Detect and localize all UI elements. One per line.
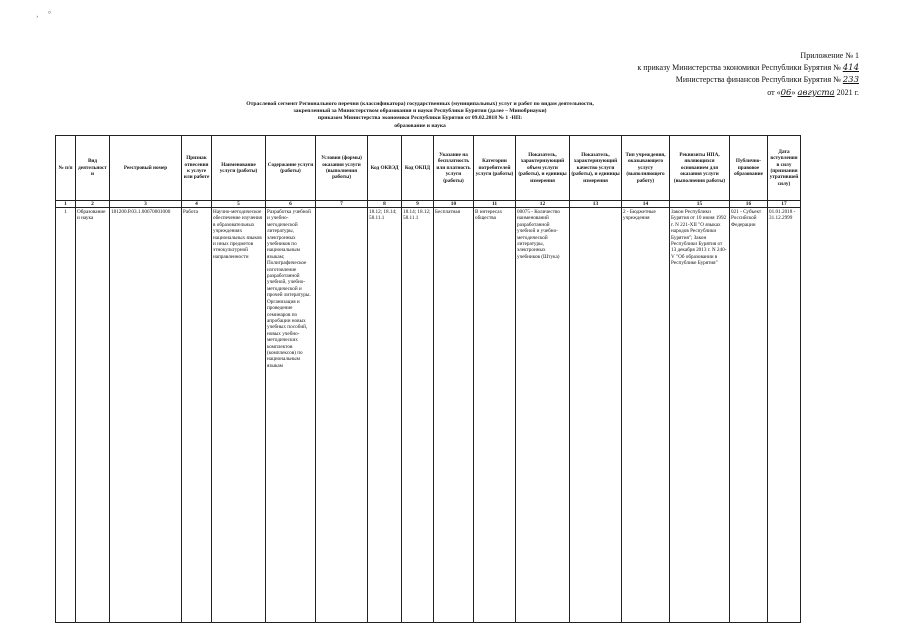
column-number: 17	[768, 201, 801, 208]
column-number: 5	[212, 201, 266, 208]
title-line-3: приказом Министерства экономики Республики Бурятия от 09.02.2018 № 1 -НП:	[317, 115, 523, 122]
header-cell: Признак отнесения к услуге или работе	[182, 136, 212, 201]
header-cell: Тип учреждения, оказывающего услугу (выполняющего работу)	[622, 136, 670, 201]
date-day-handwritten: 06	[780, 87, 792, 98]
header-cell: Категории потребителей услуги (работы)	[474, 136, 516, 201]
column-number: 12	[516, 201, 570, 208]
table-cell: Научно-методическое обеспечение изучения в образовательных учреждениях национальных языков и иных предметов этнокультурной направленности	[212, 208, 266, 623]
table-cell: 021 - Субъект Российской Федерации	[730, 208, 768, 623]
header-cell: Реестровый номер	[110, 136, 182, 201]
finance-number-handwritten: 233	[842, 75, 859, 85]
table-cell: Образование и наука	[76, 208, 110, 623]
header-cell: Реквизиты НПА, являющихся основанием для оказания услуги (выполнения работы)	[670, 136, 730, 201]
title-line-2: закрепленный за Министерством образования и науки Республики Бурятия (далее – Минобрнауки)	[293, 108, 547, 115]
appendix-header	[599, 50, 859, 99]
column-number: 11	[474, 201, 516, 208]
header-cell: Условия (формы) оказания услуги (выполнения работы)	[316, 136, 368, 201]
header-cell: Показатель, характеризующий качество услуги (работы), и единицы измерения	[570, 136, 622, 201]
table-cell: Разработка учебной и учебно-методической литературы, электронных учебников по национальным языкам; Полиграфическое изготовление разработанной учебной, учебно-методической и прочей литературы. Организация и проведение семинаров по апробации новых учебных пособий, новых учебно-методических комплектов (комплексов) по национальным языкам	[266, 208, 316, 623]
column-number: 14	[622, 201, 670, 208]
header-cell: Показатель, характеризующий объем услуги (работы), и единицы измерения	[516, 136, 570, 201]
table-cell: Бесплатная	[434, 208, 474, 623]
column-number: 3	[110, 201, 182, 208]
table-cell: 01.01.2018 - 31.12.2999	[768, 208, 801, 623]
table-cell: 1	[56, 208, 76, 623]
table-cell: Работа	[182, 208, 212, 623]
header-cell: Дата вступления в силу (признания утратившей силу)	[768, 136, 801, 201]
table-header-row	[56, 136, 801, 201]
column-number: 1	[56, 201, 76, 208]
column-number: 2	[76, 201, 110, 208]
date-month-handwritten: августа	[797, 87, 835, 98]
table-cell: 181200.Р.03.1.00670001000	[110, 208, 182, 623]
header-cell: Код ОКПД	[402, 136, 434, 201]
header-cell: № п/п	[56, 136, 76, 201]
table-cell	[316, 208, 368, 623]
column-number: 4	[182, 201, 212, 208]
column-number: 8	[368, 201, 402, 208]
table-cell	[570, 208, 622, 623]
scan-marks: ¸ °	[36, 10, 55, 18]
title-line-1: Отраслевой сегмент Регионального перечня (классификатора) государственных (муниципальных) услуг и работ по видам деятельности,	[246, 101, 594, 107]
column-number: 7	[316, 201, 368, 208]
table-cell: Закон Республики Бурятия от 10 июня 1992 г. N 221-XII "О языках народов Республики Бурятия"; Закон Республики Бурятия от 13 декабря 2013 г. N 240-V "Об образовании в Республике Бурятия"	[670, 208, 730, 623]
header-cell: Указание на бесплатность или платность услуги (работы)	[434, 136, 474, 201]
header-cell: Содержание услуги (работы)	[266, 136, 316, 201]
column-number: 9	[402, 201, 434, 208]
header-cell: Наименование услуги (работы)	[212, 136, 266, 201]
column-number-row	[56, 201, 801, 208]
appendix-order-line: к приказу Министерства экономики Республики Бурятия № 414	[637, 62, 859, 73]
appendix-title: Приложение № 1	[800, 51, 859, 60]
table-row	[56, 208, 801, 623]
order-number-handwritten: 414	[842, 62, 859, 73]
header-cell: Вид деятельности	[76, 136, 110, 201]
column-number: 15	[670, 201, 730, 208]
table-cell: 2 - Бюджетные учреждения	[622, 208, 670, 623]
table-cell: 18.14; 18.12; 58.11.1	[402, 208, 434, 623]
title-line-4: образование и наука	[394, 122, 446, 129]
table-cell: 18.12; 18.14; 58.11.1	[368, 208, 402, 623]
header-cell: Публично-правовое образование	[730, 136, 768, 201]
appendix-date-line: от «06» августа 2021 г.	[767, 87, 859, 98]
register-table	[55, 135, 801, 623]
column-number: 10	[434, 201, 474, 208]
table-cell: 00075 - Количество наименований разработанной учебной и учебно-методической литературы, электронных учебников (Штука)	[516, 208, 570, 623]
appendix-finance-line: Министерства финансов Республики Бурятия № 233	[675, 75, 859, 85]
column-number: 13	[570, 201, 622, 208]
table-cell: В интересах общества	[474, 208, 516, 623]
column-number: 16	[730, 201, 768, 208]
header-cell: Код ОКВЭД	[368, 136, 402, 201]
column-number: 6	[266, 201, 316, 208]
document-title	[140, 101, 700, 130]
